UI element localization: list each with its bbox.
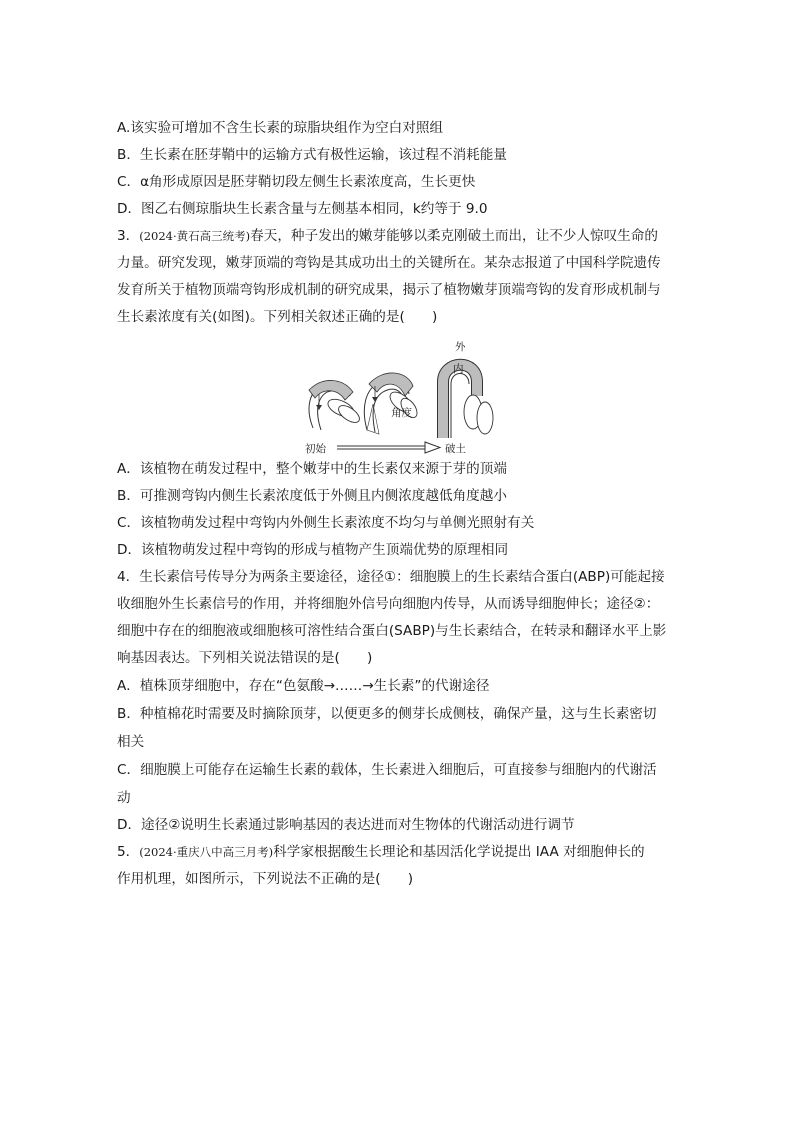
q2-option-a: A.该实验可增加不含生长素的琼脂块组作为空白对照组	[117, 120, 444, 136]
stage-break-soil-seedling	[443, 340, 493, 438]
q4-option-d: D．途径②说明生长素通过影响基因的表达进而对生物体的代谢活动进行调节	[117, 817, 575, 833]
q3-stem-line1	[117, 226, 658, 246]
q5-stem-text: 科学家根据酸生长理论和基因活化学说提出 IAA 对细胞伸长的	[273, 844, 645, 860]
q4-stem-line4: 响基因表达。下列相关说法错误的是( )	[117, 650, 373, 666]
label-angle: 角度	[391, 407, 412, 419]
label-outer: 外	[455, 341, 466, 353]
hook-development-figure	[295, 338, 510, 456]
q4-option-a: A．植株顶芽细胞中，存在“色氨酸→……→生长素”的代谢途径	[117, 678, 490, 694]
q3-number: 3．	[117, 228, 140, 244]
q5-number: 5．	[117, 844, 140, 860]
progress-arrow	[337, 442, 440, 453]
q3-option-b: B．可推测弯钩内侧生长素浓度低于外侧且内侧浓度越低角度越小	[117, 488, 507, 504]
q4-stem-line1: 4．生长素信号传导分为两条主要途径，途径①：细胞膜上的生长素结合蛋白(ABP)可能起接	[117, 569, 665, 585]
q3-stem-line4: 生长素浓度有关(如图)。下列相关叙述正确的是( )	[117, 309, 438, 325]
q4-option-b-line2: 相关	[117, 734, 145, 750]
q2-option-b: B．生长素在胚芽鞘中的运输方式有极性运输，该过程不消耗能量	[117, 147, 507, 163]
q3-stem-line2: 力量。研究发现，嫩芽顶端的弯钩是其成功出土的关键所在。某杂志报道了中国科学院遗传	[117, 255, 661, 271]
q3-stem-line3: 发育所关于植物顶端弯钩形成机制的研究成果，揭示了植物嫩芽顶端弯钩的发育形成机制与	[117, 282, 661, 298]
q2-option-d: D．图乙右侧琼脂块生长素含量与左侧基本相同，k约等于 9.0	[117, 201, 488, 217]
q3-option-a: A．该植物在萌发过程中，整个嫩芽中的生长素仅来源于芽的顶端	[117, 461, 507, 477]
q4-stem-line3: 细胞中存在的细胞液或细胞核可溶性结合蛋白(SABP)与生长素结合，在转录和翻译水平上影	[117, 623, 667, 639]
q3-option-d: D．该植物萌发过程中弯钩的形成与植物产生顶端优势的原理相同	[117, 542, 509, 558]
q5-source: (2024·重庆八中高三月考)	[139, 845, 274, 859]
q5-stem-line2: 作用机理，如图所示，下列说法不正确的是( )	[117, 871, 414, 887]
q2-option-c: C．α角形成原因是胚芽鞘切段左侧生长素浓度高，生长更快	[117, 174, 476, 190]
q4-option-c-line2: 动	[117, 790, 131, 806]
q3-stem-text: 春天，种子发出的嫩芽能够以柔克刚破土而出，让不少人惊叹生命的	[250, 228, 658, 244]
stage-initial-seedling	[309, 380, 362, 430]
q3-option-c: C．该植物萌发过程中弯钩内外侧生长素浓度不均匀与单侧光照射有关	[117, 515, 535, 531]
stage-hook-forming-seedling	[364, 373, 420, 434]
label-start: 初始	[305, 443, 326, 455]
q4-option-b-line1: B．种植棉花时需要及时摘除顶芽，以便更多的侧芽长成侧枝，确保产量，这与生长素密切	[117, 706, 657, 722]
label-break-soil: 破土	[445, 443, 466, 455]
q3-source: (2024·黄石高三统考)	[139, 229, 251, 243]
q4-option-c-line1: C．细胞膜上可能存在运输生长素的载体，生长素进入细胞后，可直接参与细胞内的代谢活	[117, 762, 657, 778]
q4-stem-line2: 收细胞外生长素信号的作用，并将细胞外信号向细胞内传导，从而诱导细胞伸长；途径②：	[117, 596, 660, 612]
label-inner: 内	[453, 363, 464, 375]
q5-stem-line1	[117, 842, 645, 862]
